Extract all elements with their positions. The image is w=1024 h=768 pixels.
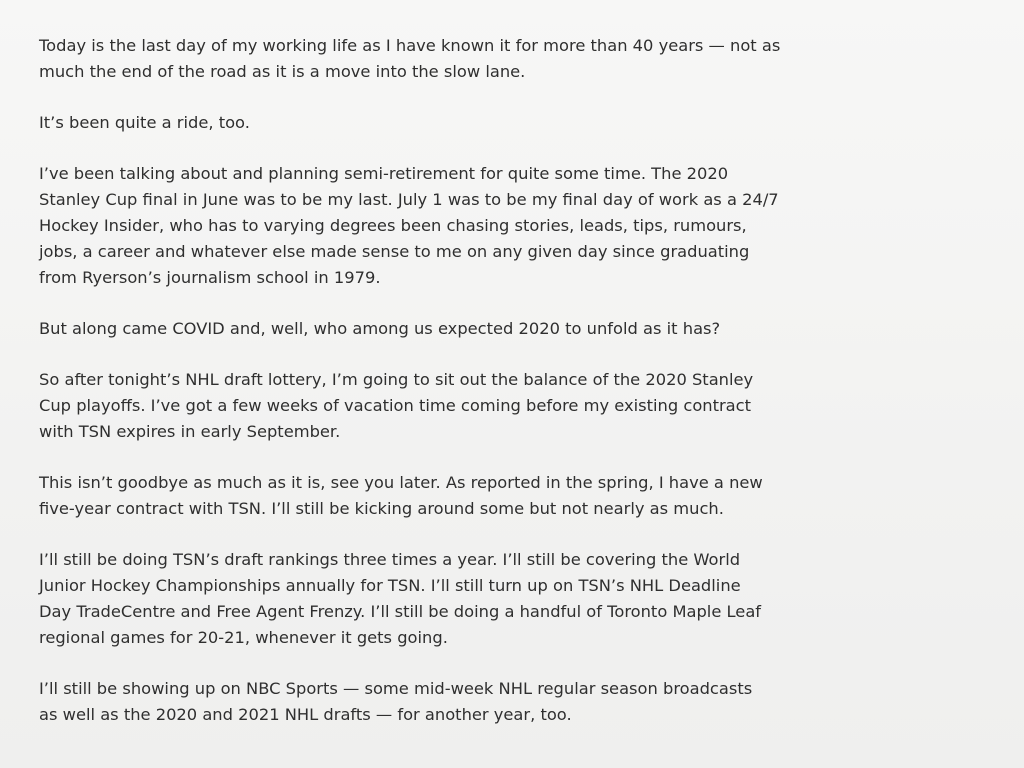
article-body [39,33,799,728]
paragraph-line: jobs, a career and whatever else made sense to me on any given day since graduating [39,242,750,261]
paragraph-nbc-sports [39,676,799,728]
paragraph-line: So after tonight’s NHL draft lottery, I’m going to sit out the balance of the 2020 Stanley [39,370,754,389]
paragraph-not-goodbye [39,470,799,522]
paragraph-intro [39,33,799,85]
paragraph-line: with TSN expires in early September. [39,422,341,441]
paragraph-line: much the end of the road as it is a move into the slow lane. [39,62,526,81]
paragraph-line: Stanley Cup final in June was to be my last. July 1 was to be my final day of work as a 24/7 [39,190,779,209]
paragraph-line: Junior Hockey Championships annually for TSN. I’ll still turn up on TSN’s NHL Deadline [39,576,741,595]
paragraph-line: Day TradeCentre and Free Agent Frenzy. I’ll still be doing a handful of Toronto Maple Leaf [39,602,762,621]
paragraph-line: It’s been quite a ride, too. [39,113,250,132]
paragraph-line: This isn’t goodbye as much as it is, see you later. As reported in the spring, I have a new [39,473,763,492]
paragraph-line: I’ve been talking about and planning semi-retirement for quite some time. The 2020 [39,164,729,183]
paragraph-tsn-duties [39,547,799,651]
paragraph-line: I’ll still be showing up on NBC Sports — some mid-week NHL regular season broadcasts [39,679,753,698]
paragraph-line: from Ryerson’s journalism school in 1979. [39,268,381,287]
paragraph-line: I’ll still be doing TSN’s draft rankings three times a year. I’ll still be covering the World [39,550,741,569]
paragraph-covid [39,316,799,342]
paragraph-ride [39,110,799,136]
paragraph-line: But along came COVID and, well, who among us expected 2020 to unfold as it has? [39,319,721,338]
paragraph-line: five-year contract with TSN. I’ll still be kicking around some but not nearly as much. [39,499,724,518]
paragraph-line: regional games for 20-21, whenever it gets going. [39,628,448,647]
paragraph-semi-retirement [39,161,799,291]
paragraph-line: Hockey Insider, who has to varying degrees been chasing stories, leads, tips, rumours, [39,216,747,235]
paragraph-line: Cup playoffs. I’ve got a few weeks of vacation time coming before my existing contract [39,396,751,415]
paragraph-draft-lottery [39,367,799,445]
paragraph-line: Today is the last day of my working life as I have known it for more than 40 years — not as [39,36,781,55]
paragraph-line: as well as the 2020 and 2021 NHL drafts — for another year, too. [39,705,572,724]
